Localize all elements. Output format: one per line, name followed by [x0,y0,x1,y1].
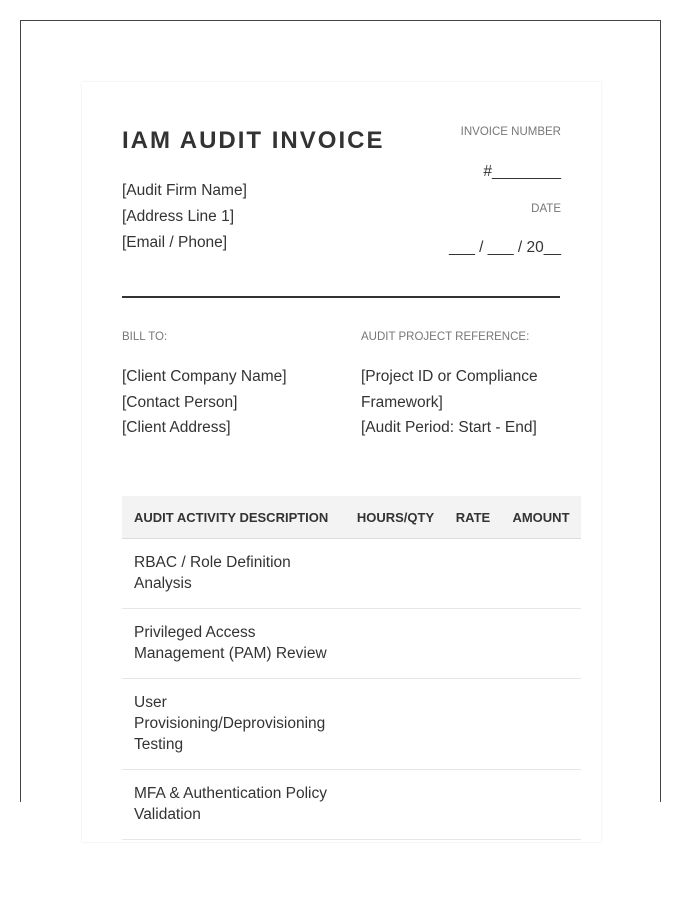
bill-to-line: [Client Company Name] [122,368,287,385]
date-label: DATE [531,203,561,215]
table-row [122,679,581,770]
audit-activity-table [122,496,581,840]
sender-contact: [Email / Phone] [122,234,228,251]
activity-rate[interactable] [445,539,501,609]
project-reference-line: [Audit Period: Start - End] [361,419,537,436]
project-reference-label: AUDIT PROJECT REFERENCE: [361,331,530,343]
invoice-document [82,82,601,842]
activity-amount[interactable] [501,679,581,770]
bill-to-block [122,364,287,441]
activity-hours[interactable] [346,609,445,679]
sender-info [122,178,247,256]
project-reference-block [361,364,538,441]
project-reference-line: [Project ID or Compliance [361,368,538,385]
activity-amount[interactable] [501,770,581,840]
column-header-hours: HOURS/QTY [346,496,445,539]
header-divider [122,296,560,298]
bill-to-line: [Contact Person] [122,393,238,411]
invoice-number-value[interactable]: #________ [483,163,561,180]
activity-rate[interactable] [445,770,501,840]
bill-to-line: [Client Address] [122,419,231,436]
activity-rate[interactable] [445,679,501,770]
table-row [122,539,581,609]
activity-hours[interactable] [346,679,445,770]
invoice-title: IAM AUDIT INVOICE [122,127,385,154]
project-reference-line: Framework] [361,393,443,411]
sender-firm-name: [Audit Firm Name] [122,182,247,199]
sender-address: [Address Line 1] [122,208,235,225]
column-header-amount: AMOUNT [501,496,581,539]
activity-amount[interactable] [501,539,581,609]
activity-hours[interactable] [346,770,445,840]
bill-to-label: BILL TO: [122,331,168,343]
activity-description: MFA & Authentication Policy Validation [122,770,346,840]
table-header-row [122,496,581,539]
table-row [122,609,581,679]
activity-rate[interactable] [445,609,501,679]
column-header-rate: RATE [445,496,501,539]
date-value[interactable]: ___ / ___ / 20__ [448,239,561,256]
table-row [122,770,581,840]
activity-hours[interactable] [346,539,445,609]
column-header-description: AUDIT ACTIVITY DESCRIPTION [122,496,346,539]
activity-description: RBAC / Role Definition Analysis [122,539,346,609]
activity-description: User Provisioning/Deprovisioning Testing [122,679,346,770]
activity-amount[interactable] [501,609,581,679]
page-frame [20,20,661,823]
activity-description: Privileged Access Management (PAM) Review [122,609,346,679]
invoice-number-label: INVOICE NUMBER [460,126,561,138]
